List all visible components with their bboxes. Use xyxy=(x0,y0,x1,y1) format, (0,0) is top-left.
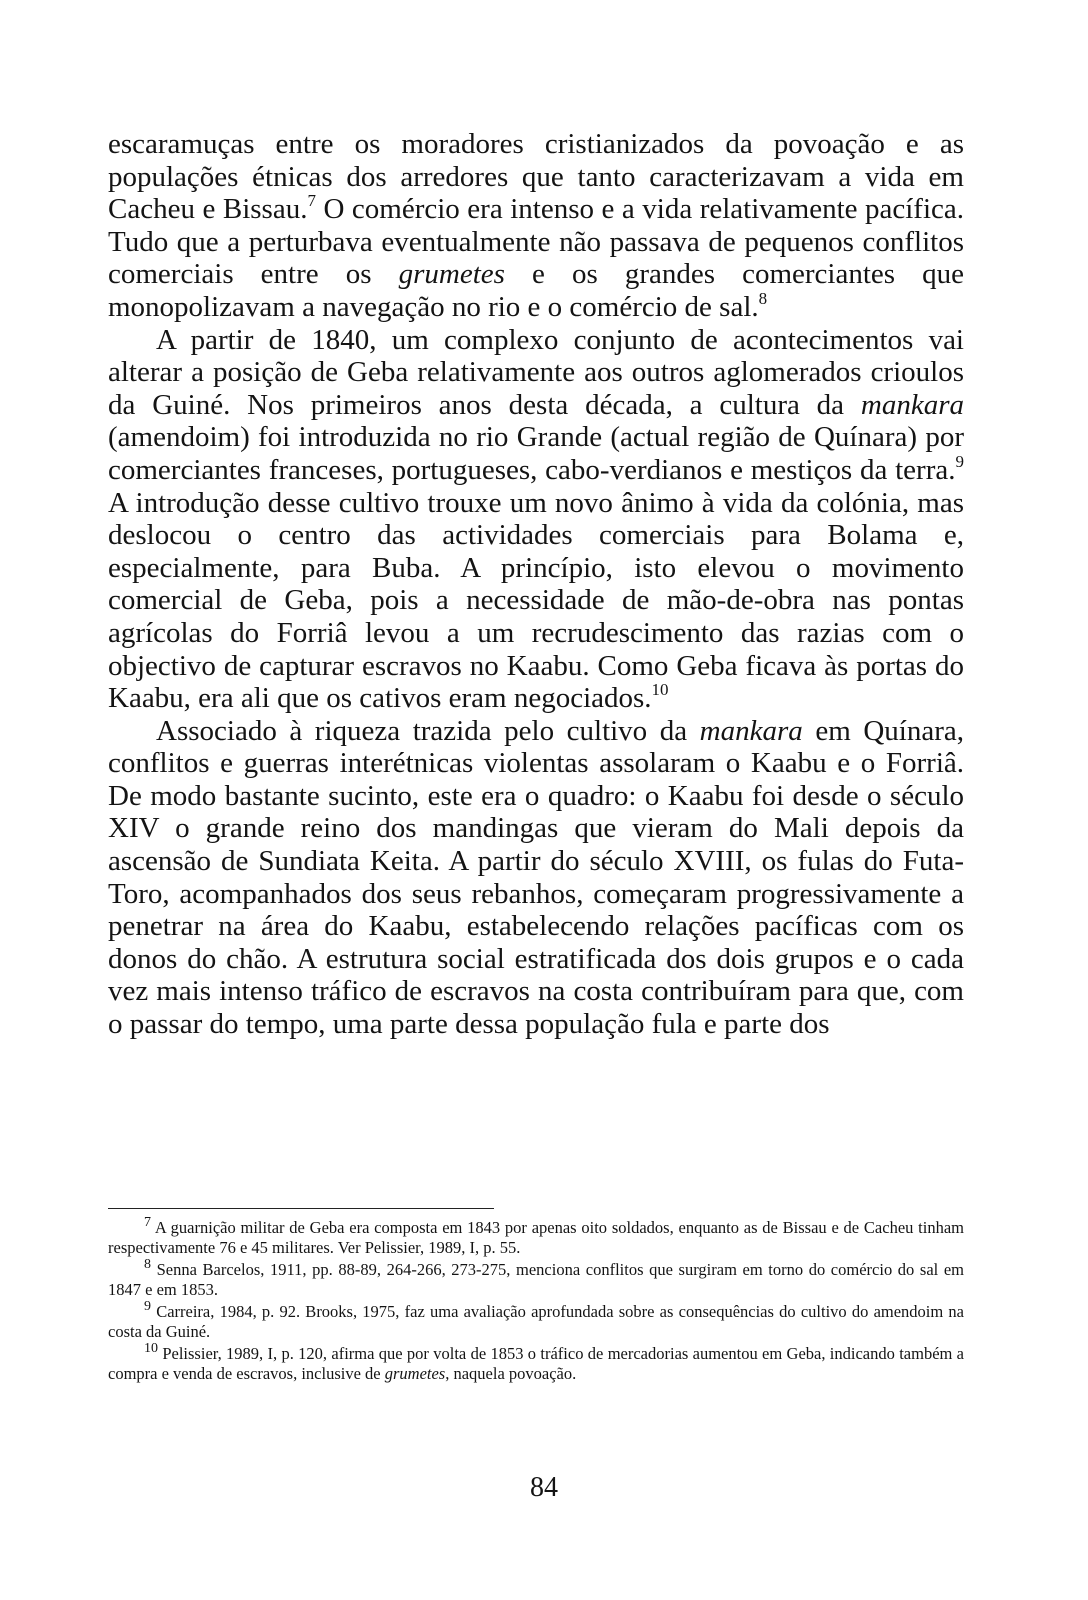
footnote-text: A guarnição militar de Geba era composta em 1843 por apenas oito soldados, enquanto as de Bissau e de Cacheu tinham respectivamente 76 e 45 militares. Ver Pelissier, 1989, I, p. 55. xyxy=(108,1218,965,1257)
text-run: A introdução desse cultivo trouxe um novo ânimo à vida da colónia, mas deslocou o centro das actividades comerciais para Bolama e, especialmente, para Buba. A princípio, isto elevou o movimento comercial de Geba, pois a necessidade de mão-de-obra nas pontas agrícolas do Forriâ levou a um recrudescimento das razias com o objectivo de capturar escravos no Kaabu. Como Geba ficava às portas do Kaabu, era ali que os cativos eram negociados. xyxy=(108,486,964,715)
footnote-text: Senna Barcelos, 1911, pp. 88-89, 264-266, 273-275, menciona conflitos que surgiram em torno do comércio do sal em 1847 e em 1853. xyxy=(108,1260,964,1299)
footnote-9 xyxy=(108,1299,964,1341)
text-run: (amendoim) foi introduzida no rio Grande (actual região de Quínara) por comerciantes franceses, portugueses, cabo-verdianos e mestiços da terra. xyxy=(108,421,964,486)
text-run: A partir de 1840, um complexo conjunto de acontecimentos vai alterar a posição de Geba relativamente aos outros aglomerados crioulos da Guiné. Nos primeiros anos desta década, a cultura da xyxy=(108,323,964,421)
body-text xyxy=(108,128,964,1041)
footnote-number: 7 xyxy=(144,1215,151,1230)
footnote-8 xyxy=(108,1257,964,1299)
page-number: 84 xyxy=(530,1472,558,1503)
italic-term: grumetes xyxy=(384,1363,446,1383)
text-run: O comércio era intenso e a vida relativamente pacífica. Tudo que a perturbava eventualmente não passava de pequenos conflitos comerciais entre os xyxy=(108,193,965,291)
italic-term: grumetes xyxy=(398,258,505,291)
footnote-ref-9: 9 xyxy=(955,451,964,471)
text-run: escaramuças entre os moradores cristianizados da povoação e as populações étnicas dos arredores que tanto caracterizavam a vida em Cacheu e Bissau. xyxy=(108,128,964,226)
italic-term: mankara xyxy=(860,388,964,421)
footnote-text: Carreira, 1984, p. 92. Brooks, 1975, faz uma avaliação aprofundada sobre as consequências do cultivo do amendoim na costa da Guiné. xyxy=(108,1302,964,1341)
footnote-text: Pelissier, 1989, I, p. 120, afirma que por volta de 1853 o tráfico de mercadorias aumentou em Geba, indicando também a compra e venda de escravos, inclusive de xyxy=(108,1344,965,1383)
footnote-text: , naquela povoação. xyxy=(445,1363,577,1383)
footnote-7 xyxy=(108,1215,965,1257)
footnote-ref-10: 10 xyxy=(651,680,669,700)
text-run: e os grandes comerciantes que monopolizavam a navegação no rio e o comércio de sal. xyxy=(108,258,965,323)
footnote-number: 8 xyxy=(144,1257,151,1272)
text-run: Associado à riqueza trazida pelo cultivo da xyxy=(156,714,700,747)
italic-term: mankara xyxy=(699,714,803,747)
paragraph-1 xyxy=(108,128,964,324)
text-run: em Quínara, conflitos e guerras interétnicas violentas assolaram o Kaabu e o Forriâ. De modo bastante sucinto, este era o quadro: o Kaabu foi desde o século XIV o grande reino dos mandingas que vieram do Mali depois da ascensão de Sundiata Keita. A partir do século XVIII, os fulas do Futa-Toro, acompanhados dos seus rebanhos, começaram progressivamente a penetrar na área do Kaabu, estabelecendo relações pacíficas com os donos do chão. A estrutura social estratificada dos dois grupos e o cada vez mais intenso tráfico de escravos na costa contribuíram para que, com o passar do tempo, uma parte dessa população fula e parte dos xyxy=(108,714,964,1041)
footnote-10 xyxy=(108,1341,965,1383)
footnotes xyxy=(108,1215,965,1386)
footnote-ref-8: 8 xyxy=(758,288,768,308)
footnote-separator xyxy=(108,1208,494,1209)
paragraph-2 xyxy=(108,324,964,715)
footnote-ref-7: 7 xyxy=(307,191,316,211)
footnote-number: 9 xyxy=(144,1299,151,1314)
footnote-number: 10 xyxy=(144,1341,158,1356)
paragraph-3 xyxy=(108,715,964,1041)
